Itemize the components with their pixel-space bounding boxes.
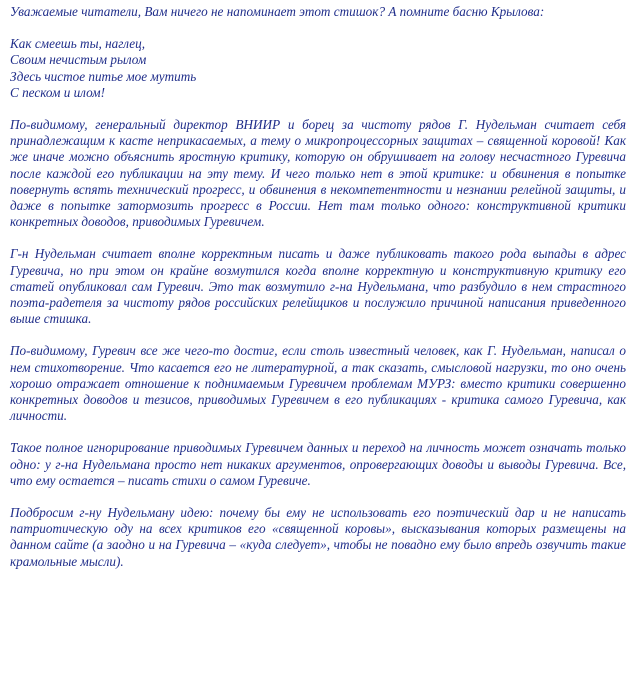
intro-paragraph: Уважаемые читатели, Вам ничего не напоминает этот стишок? А помните басню Крылова: bbox=[10, 4, 545, 19]
poem-line: Своим нечистым рылом bbox=[10, 52, 147, 68]
document-body bbox=[10, 4, 626, 586]
fable-quote bbox=[10, 36, 626, 101]
paragraph-3: По-видимому, Гуревич все же чего-то достиг, если столь известный человек, как Г. Нудельман, написал о нем стихотворение. Что касается его не литературной, а так сказать, смысловой нагрузки, то оно очень хорошо отражает отношение к поднимаемым Гуревичем проблемам МУРЗ: вместо критики совершенно конкретных доводов и тезисов, приводимых Гуревичем в его публикациях - критика самого Гуревича, как личности. bbox=[10, 343, 626, 424]
poem-line: С песком и илом! bbox=[10, 84, 105, 100]
paragraph-4: Такое полное игнорирование приводимых Гуревичем данных и переход на личность может означать только одно: у г-на Нудельмана просто нет никаких аргументов, опровергающих доводы и выводы Гуревича. Все, что ему остается – писать стихи о самом Гуревиче. bbox=[10, 440, 626, 488]
paragraph-1: По-видимому, генеральный директор ВНИИР и борец за чистоту рядов Г. Нудельман считает себя принадлежащим к касте неприкасаемых, а тему о микропроцессорных защитах – священной коровой! Как же иначе можно объяснить яростную критику, которую он обрушивает на голову несчастного Гуревича после каждой его публикации на эту тему. И чего только нет в этой критике: и обвинения в попытке повернуть вспять технический прогресс, и обвинения в некомпетентности и незнании релейной защиты, и даже в попытке затормозить прогресс в России. Нет там только одного: конструктивной критики конкретных доводов, приводимых Гуревичем. bbox=[10, 117, 626, 230]
paragraph-5: Подбросим г-ну Нудельману идею: почему бы ему не использовать его поэтический дар и не написать патриотическую оду на всех критиков его «священной коровы», высказывания которых размещены на данном сайте (а заодно и на Гуревича – «куда следует», чтобы не повадно ему было впредь озвучить такие крамольные мысли). bbox=[10, 505, 626, 569]
poem-line: Здесь чистое питье мое мутить bbox=[10, 68, 197, 84]
poem-line: Как смеешь ты, наглец, bbox=[10, 36, 146, 52]
paragraph-2: Г-н Нудельман считает вполне корректным писать и даже публиковать такого рода выпады в адрес Гуревича, но при этом он крайне возмутился когда вполне корректную и конструктивную критику его статей опубликовал сам Гуревич. Это так возмутило г-на Нудельмана, что разбудило в нем страстного поэта-радетеля за чистоту рядов российских релейщиков и послужило причиной написания приведенного выше стишка. bbox=[10, 246, 626, 327]
